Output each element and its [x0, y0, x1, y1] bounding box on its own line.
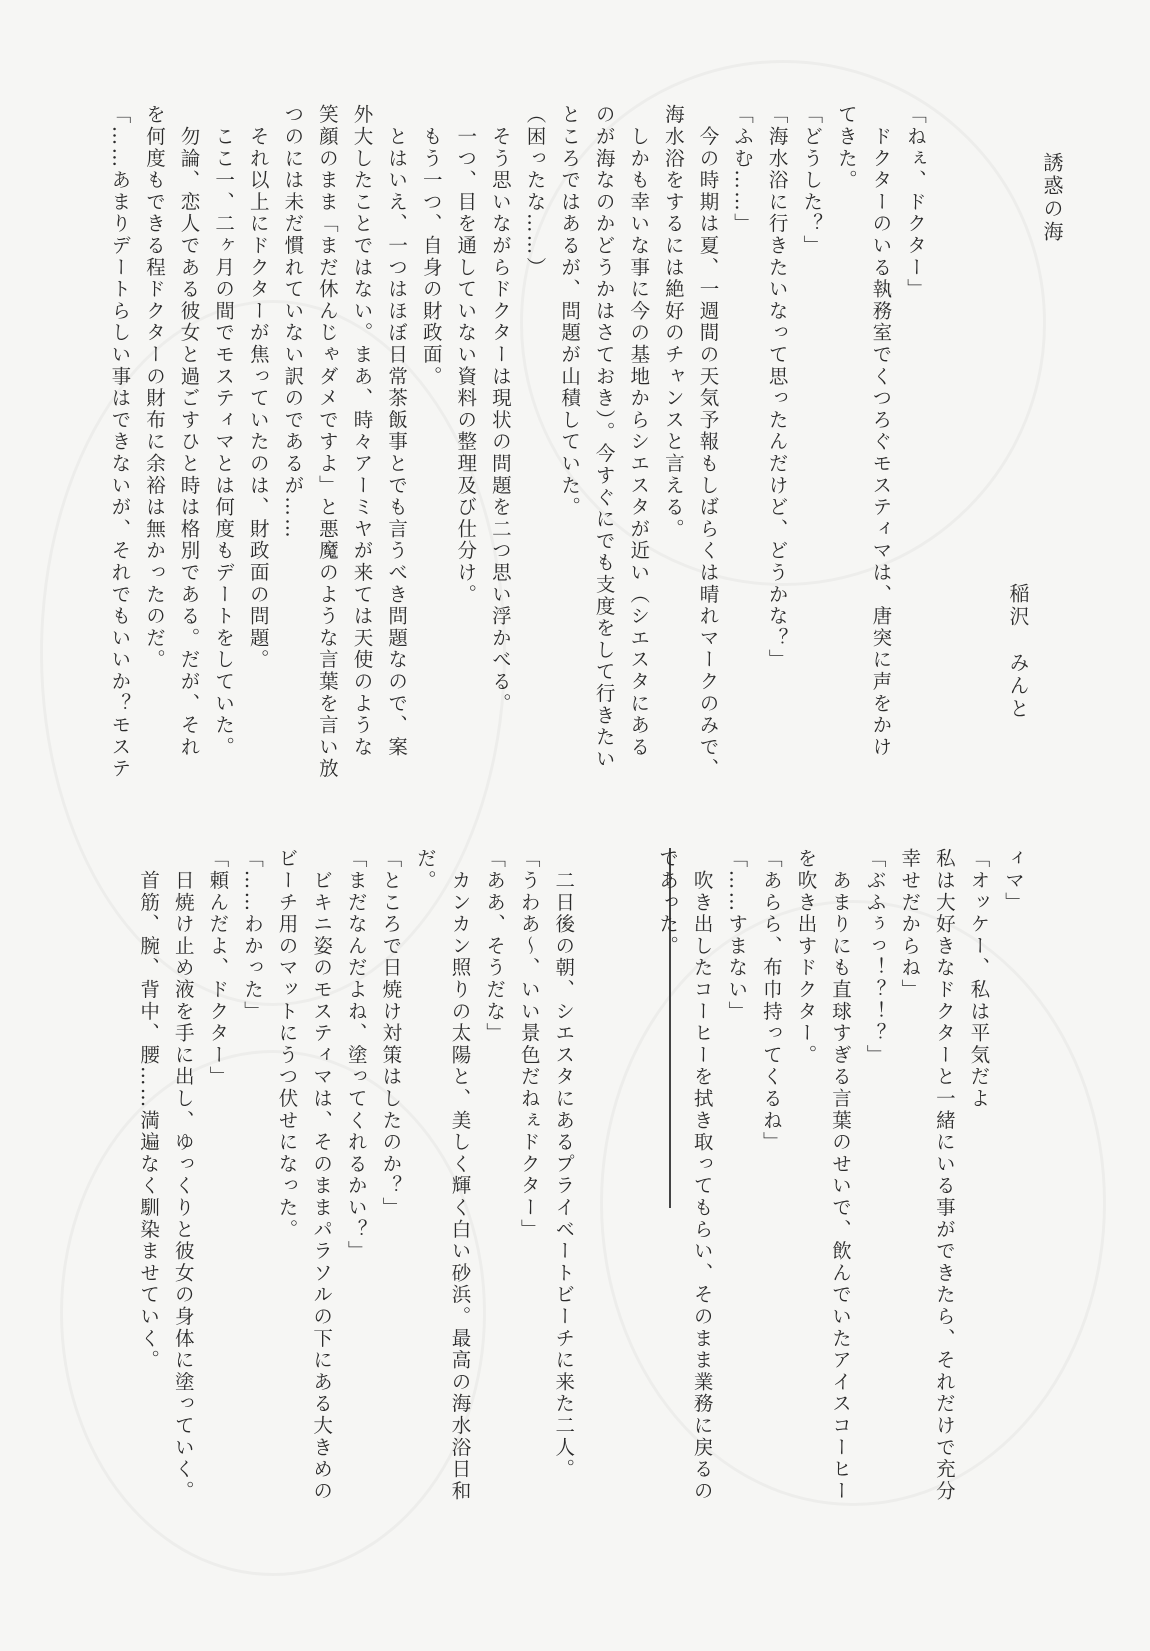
text-line: とはいえ、一つはほぼ日常茶飯事とでも言うべき問題なので、案	[385, 104, 409, 758]
text-line: 「……すまない」	[725, 848, 749, 1023]
text-line: 海水浴をするには絶好のチャンスと言える。	[661, 104, 685, 540]
text-line: を吹き出すドクター。	[794, 848, 818, 1066]
text-line: 今の時期は夏、一週間の天気予報もしばらくは晴れマークのみで、	[696, 104, 720, 780]
text-line: ところではあるが、問題が山積していた。	[558, 104, 582, 519]
text-line: 「まだなんだよね、塗ってくれるかい？」	[344, 848, 368, 1263]
text-line: ここ一、二ヶ月の間でモスティマとは何度もデートをしていた。	[212, 104, 236, 758]
text-line: それ以上にドクターが焦っていたのは、財政面の問題。	[246, 104, 270, 671]
text-line: 「頼んだよ、ドクター」	[206, 848, 230, 1088]
text-line: 「どうした？」	[800, 104, 824, 257]
text-line: あまりにも直球すぎる言葉のせいで、飲んでいたアイスコーヒー	[829, 848, 853, 1502]
text-line: カンカン照りの太陽と、美しく輝く白い砂浜。最高の海水浴日和	[448, 848, 472, 1502]
text-line: ビキニ姿のモスティマは、そのままパラソルの下にある大きめの	[310, 848, 334, 1502]
text-line: 外大したことではない。まあ、時々アーミヤが来ては天使のような	[350, 104, 374, 758]
text-line: を何度もできる程ドクターの財布に余裕は無かったのだ。	[142, 104, 166, 671]
text-line: 「ああ、そうだな」	[483, 848, 507, 1045]
text-line: のが海なのかどうかはさておき）。今すぐにでも支度をして行きたい	[592, 104, 616, 771]
text-line: 「ぶふぅっ！？！？」	[863, 848, 887, 1066]
story-title: 誘惑の海	[1040, 152, 1064, 244]
text-line: 一つ、目を通していない資料の整理及び仕分け。	[454, 104, 478, 606]
text-line: 「海水浴に行きたいなって思ったんだけど、どうかな？」	[765, 104, 789, 671]
lower-text-block	[131, 848, 1030, 1502]
text-line: （困ったな……）	[523, 104, 547, 279]
upper-text-block	[102, 104, 932, 780]
text-line: ドクターのいる執務室でくつろぐモスティマは、唐突に声をかけ	[869, 104, 893, 758]
text-line: もう一つ、自身の財政面。	[419, 104, 443, 388]
text-line: だ。	[413, 848, 437, 892]
text-line: ィマ」	[1002, 848, 1025, 914]
text-line: 「オッケー、私は平気だよ	[967, 848, 991, 1110]
text-line: 日焼け止め液を手に出し、ゆっくりと彼女の身体に塗っていく。	[171, 848, 195, 1502]
text-line: 「うわあ～、いい景色だねぇドクター」	[517, 848, 541, 1241]
text-line: 笑顔のまま「まだ休んじゃダメですよ」と悪魔のような言葉を言い放	[315, 104, 339, 780]
text-line: ビーチ用のマットにうつ伏せになった。	[275, 848, 299, 1241]
text-line: そう思いながらドクターは現状の問題を二つ思い浮かべる。	[488, 104, 512, 715]
text-line: 勿論、恋人である彼女と過ごすひと時は格別である。だが、それ	[177, 104, 201, 758]
text-line: 「あらら、布巾持ってくるね」	[759, 848, 783, 1154]
text-line	[580, 848, 615, 1502]
text-line: しかも幸いな事に今の基地からシエスタが近い（シエスタにある	[627, 104, 651, 758]
text-line: 「ところで日焼け対策はしたのか？」	[379, 848, 403, 1219]
text-line: つのには未だ慣れていない訳のであるが……	[281, 104, 305, 540]
text-line: 首筋、腕、背中、腰……満遍なく馴染ませていく。	[137, 848, 161, 1372]
text-line: てきた。	[834, 104, 858, 192]
text-line: 「ふむ……」	[731, 104, 755, 235]
text-line: 「……わかった」	[240, 848, 264, 1023]
text-line: 幸せだからね」	[898, 848, 922, 1001]
text-line: 私は大好きなドクターと一緒にいる事ができたら、それだけで充分	[932, 848, 956, 1502]
text-line: 吹き出したコーヒーを拭き取ってもらい、そのまま業務に戻るの	[690, 848, 714, 1502]
text-line: であった。	[656, 848, 680, 957]
text-line: 「ねぇ、ドクター」	[904, 104, 927, 301]
text-line: 「……あまりデートらしい事はできないが、それでもいいか？モステ	[108, 104, 132, 780]
text-line: 二日後の朝、シエスタにあるプライベートビーチに来た二人。	[552, 848, 576, 1481]
text-line	[615, 848, 650, 1502]
author-name: 稲沢 みんと	[1006, 583, 1030, 721]
